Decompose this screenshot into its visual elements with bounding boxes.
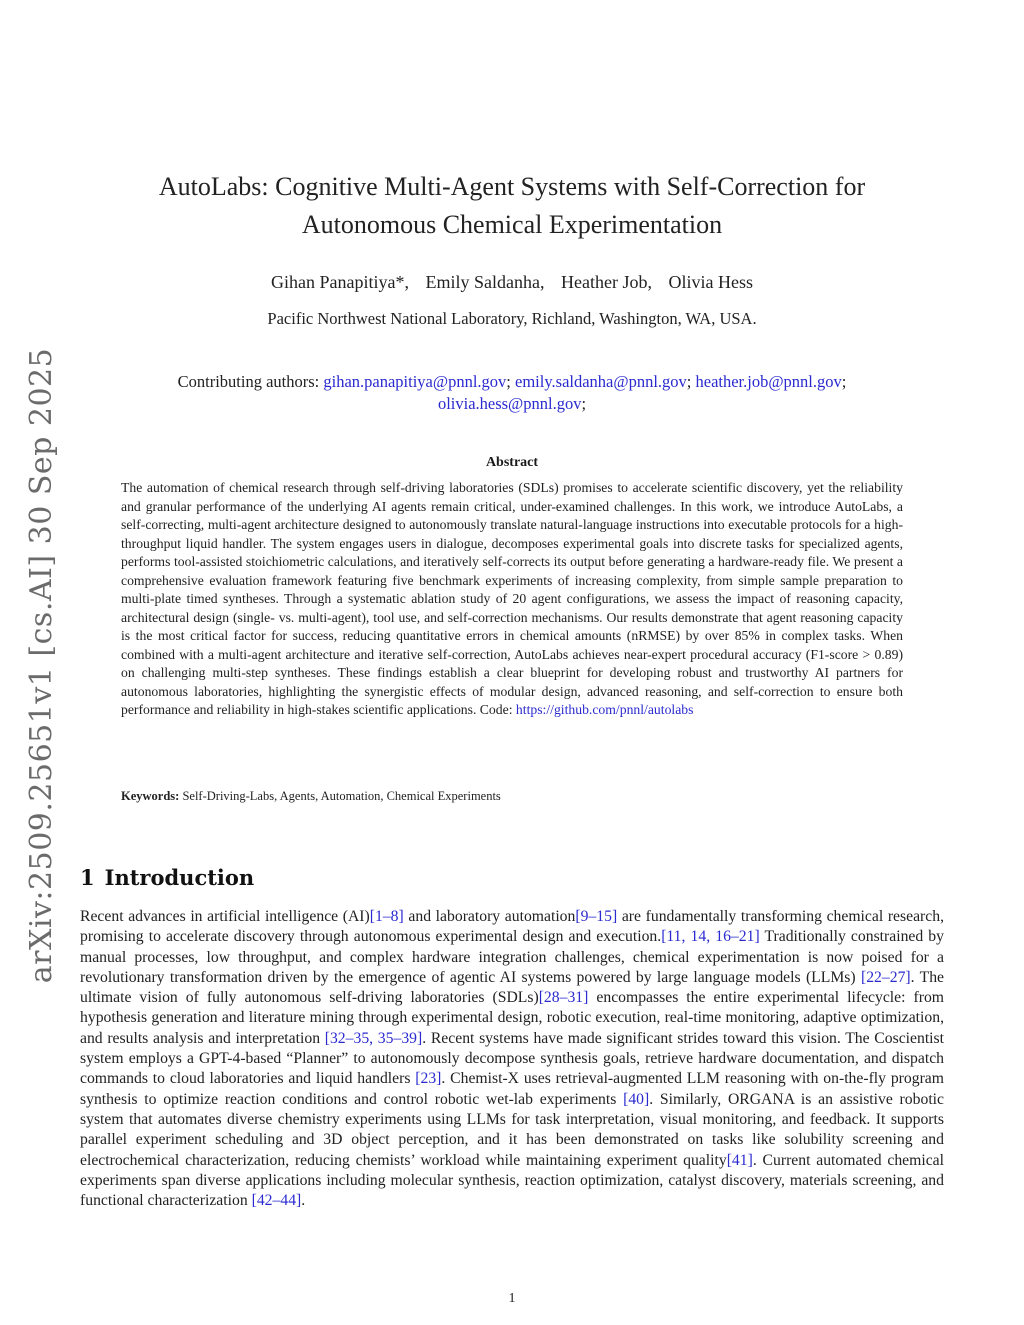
email-link[interactable]: heather.job@pnnl.gov [695,372,842,391]
abstract-heading: Abstract [485,455,539,470]
body-text: . Similarly, ORGANA is an assistive robotic system that automates diverse chemistry experiments using LLMs for task interpretation, visual monitoring, and feedback. It supports parallel experiment scheduling and 3D object perception, and it has been demonstrated on tasks like solubility screening and electrochemical characterization, reducing chemists’ workload while maintaining experiment quality [80,1090,944,1169]
body-text: Traditionally constrained by manual processes, low throughput, and complex hardware integration challenges, chemical experimentation is now poised for a revolutionary transformation driven by the emergence of agentic AI systems powered by large language models (LLMs) [80,928,944,986]
section-number: 1 [80,865,95,890]
separator: ; [506,372,511,391]
citation-link[interactable]: [23] [415,1070,442,1088]
page-number: 1 [508,1291,516,1306]
abstract-body [121,479,903,720]
separator: ; [841,372,847,391]
keywords [121,789,903,804]
citation-link[interactable]: [9–15] [575,908,618,925]
introduction-paragraph [80,907,944,1211]
abstract-text: The automation of chemical research through self-driving laboratories (SDLs) promises to accelerate scientific discovery, yet the reliability and granular performance of the underlying AI agents remain critical, under-examined challenges. In this work, we introduce AutoLabs, a self-correcting, multi-agent architecture designed to autonomously translate natural-language instructions into executable protocols for a high-throughput liquid handler. The system engages users in dialogue, decomposes experimental goals into discrete tasks for specialized agents, performs tool-assisted stoichiometric calculations, and iteratively self-corrects its output before generating a hardware-ready file. We present a comprehensive evaluation framework featuring five benchmark experiments of increasing complexity, from simple sample preparation to multi-plate timed syntheses. Through a systematic ablation study of 20 agent configurations, we assess the impact of reasoning capacity, architectural design (single- vs. multi-agent), tool use, and self-correction mechanisms. Our results demonstrate that agent reasoning capacity is the most critical factor for success, reducing quantitative errors in chemical amounts (nRMSE) by over 85% in complex tasks. When combined with a multi-agent architecture and iterative self-correction, AutoLabs achieves near-expert procedural accuracy (F1-score > 0.89) on challenging multi-step syntheses. These findings establish a clear blueprint for developing robust and trustworthy AI partners for autonomous laboratories, highlighting the synergistic effects of modular design, advanced reasoning, and self-correction to ensure both performance and reliability in high-stakes scientific applications. Code: [121,480,903,717]
body-text: Recent advances in artificial intelligence (AI) [80,908,370,925]
citation-link[interactable]: [22–27] [860,968,911,986]
body-text: are fundamentally transforming chemical research, promising to accelerate discovery through autonomous experimental design and execution. [80,908,944,946]
citation-link[interactable]: [42–44] [251,1192,302,1210]
author-name: Emily Saldanha, [425,272,545,292]
citation-link[interactable]: [40] [623,1090,650,1108]
body-text: . [301,1192,306,1210]
body-text: encompasses the entire experimental lifecycle: from hypothesis generation and literature mining through experimental design, robotic execution, real-time monitoring, adaptive optimization, and results analysis and interpretation [80,989,944,1047]
author-name: Heather Job, [561,272,652,292]
citation-link[interactable]: [41] [726,1151,753,1169]
body-text: and laboratory automation [403,908,576,925]
email-link[interactable]: gihan.panapitiya@pnnl.gov [323,372,507,391]
separator: ; [686,372,692,391]
body-text: . The ultimate vision of fully autonomous self-driving laboratories (SDLs) [80,968,945,1007]
author-name: Gihan Panapitiya*, [271,272,410,292]
paper-title: AutoLabs: Cognitive Multi-Agent Systems with Self-Correction for Autonomous Chemical Experimentation [158,172,866,239]
contributing-label: Contributing authors: [177,372,320,391]
separator: ; [581,394,587,413]
email-link[interactable]: emily.saldanha@pnnl.gov [515,372,687,391]
body-text: . Current automated chemical experiments span diverse applications including molecular synthesis, reaction optimization, catalyst discovery, materials screening, and functional characterization [80,1151,944,1210]
keywords-text: Self-Driving-Labs, Agents, Automation, Chemical Experiments [182,789,501,803]
code-link[interactable]: https://github.com/pnnl/autolabs [515,702,694,717]
citation-link[interactable]: [11, 14, 16–21] [661,928,760,946]
keywords-label: Keywords: [121,789,180,803]
citation-link[interactable]: [28–31] [538,989,589,1007]
email-link[interactable]: olivia.hess@pnnl.gov [437,394,582,413]
section-heading-introduction [80,865,254,890]
affiliation: Pacific Northwest National Laboratory, Richland, Washington, WA, USA. [267,309,757,328]
citation-link[interactable]: [32–35, 35–39] [324,1029,423,1047]
section-title: Introduction [104,865,255,890]
author-name: Olivia Hess [668,272,753,292]
author-list [110,272,914,293]
body-text: . Recent systems have made significant strides toward this vision. The Coscientist system employs a GPT-4-based “Planner” to autonomously decompose synthesis goals, retrieve hardware documentation, and dispatch commands to cloud laboratories and liquid handlers [80,1029,945,1088]
arxiv-identifier-stamp [22,347,62,983]
arxiv-identifier-text: arXiv:2509.25651v1 [cs.AI] 30 Sep 2025 [24,347,60,983]
body-text: . Chemist-X uses retrieval-augmented LLM reasoning with on-the-fly program synthesis to optimize reaction conditions and control robotic wet-lab experiments [80,1070,944,1108]
contributing-authors [110,371,914,415]
citation-link[interactable]: [1–8] [369,908,404,925]
